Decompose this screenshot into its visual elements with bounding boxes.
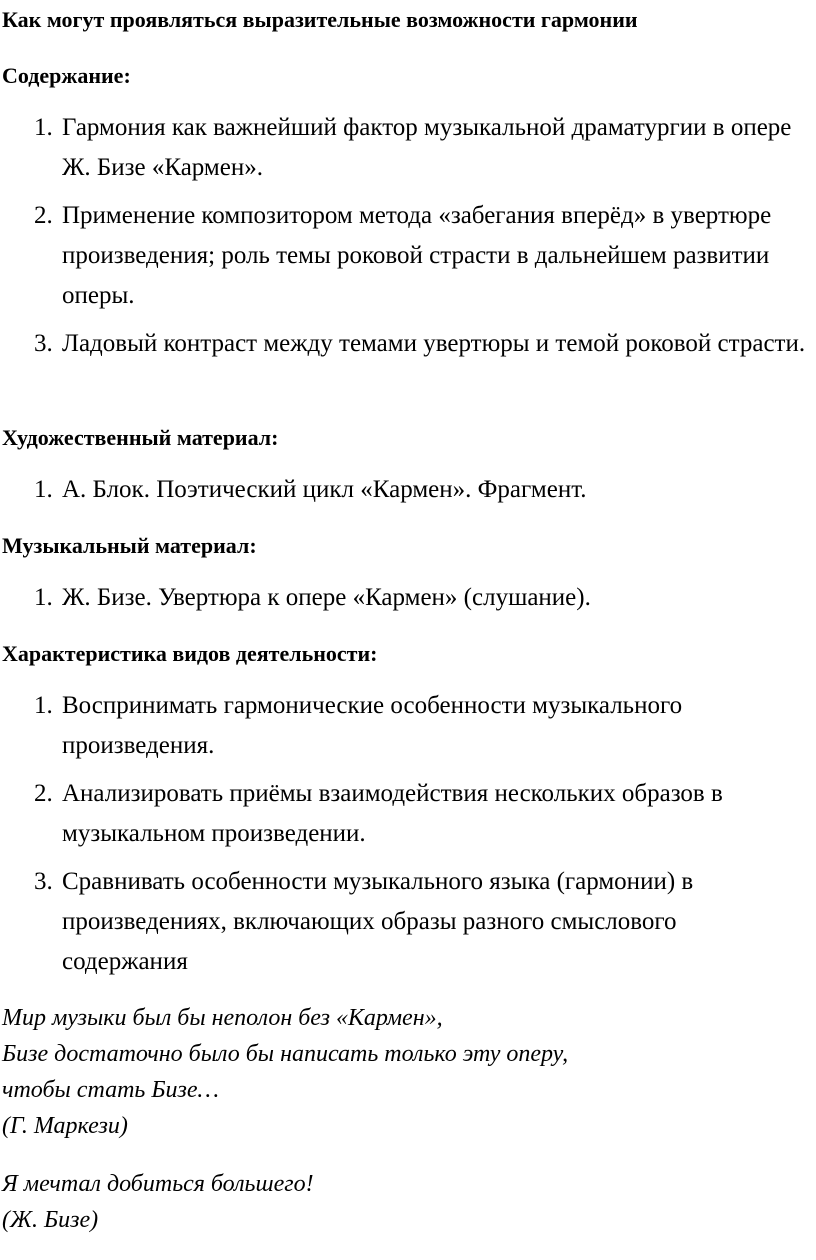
content-list: [0, 108, 816, 372]
content-heading: Содержание:: [2, 63, 131, 88]
quote-author: (Г. Маркези): [2, 1113, 128, 1139]
list-item: [0, 578, 816, 618]
list-item-number: 3.: [34, 330, 53, 357]
quote-line: Мир музыки был бы неполон без «Кармен»,: [2, 1005, 443, 1031]
quote-line: Я мечтал добиться большего!: [2, 1171, 314, 1197]
list-item: [0, 862, 816, 982]
list-item-number: 3.: [34, 868, 53, 895]
list-item-number: 1.: [34, 692, 53, 719]
list-item-number: 2.: [34, 780, 53, 807]
activities-heading: Характеристика видов деятельности:: [2, 641, 378, 666]
list-item-text: Ж. Бизе. Увертюра к опере «Кармен» (слушание).: [62, 584, 591, 611]
list-item-number: 2.: [34, 202, 53, 229]
quote-line: Бизе достаточно было бы написать только эту оперу,: [2, 1041, 569, 1067]
list-item-text: Воспринимать гармонические особенности музыкального произведения.: [62, 692, 683, 759]
list-item-number: 1.: [34, 584, 53, 611]
epigraph-quote: [2, 1000, 568, 1144]
list-item-text: Анализировать приёмы взаимодействия нескольких образов в музыкальном произведении.: [62, 780, 723, 847]
artistic-list: [0, 470, 816, 518]
list-item: [0, 324, 816, 364]
list-item: [0, 774, 816, 854]
list-item-number: 1.: [34, 114, 53, 141]
bizet-quote: [2, 1166, 314, 1238]
list-item-text: Применение композитором метода «забегания вперёд» в увертюре произведения; роль темы роковой страсти в дальнейшем развитии оперы.: [62, 202, 772, 309]
list-item: [0, 470, 816, 510]
activities-list: [0, 686, 816, 990]
list-item: [0, 196, 816, 316]
quote-line: чтобы стать Бизе…: [2, 1077, 219, 1103]
quote-author: (Ж. Бизе): [2, 1207, 99, 1233]
musical-list: [0, 578, 816, 626]
list-item-text: Ладовый контраст между темами увертюры и темой роковой страсти.: [62, 330, 806, 357]
artistic-heading: Художественный материал:: [2, 425, 279, 450]
list-item: [0, 108, 816, 188]
list-item-text: А. Блок. Поэтический цикл «Кармен». Фрагмент.: [62, 476, 587, 503]
musical-heading: Музыкальный материал:: [2, 533, 257, 558]
list-item-text: Сравнивать особенности музыкального языка (гармонии) в произведениях, включающих образы разного смыслового содержания: [62, 868, 694, 975]
list-item: [0, 686, 816, 766]
page-title: Как могут проявляться выразительные возможности гармонии: [2, 7, 638, 32]
list-item-number: 1.: [34, 476, 53, 503]
list-item-text: Гармония как важнейший фактор музыкальной драматургии в опере Ж. Бизе «Кармен».: [62, 114, 792, 181]
